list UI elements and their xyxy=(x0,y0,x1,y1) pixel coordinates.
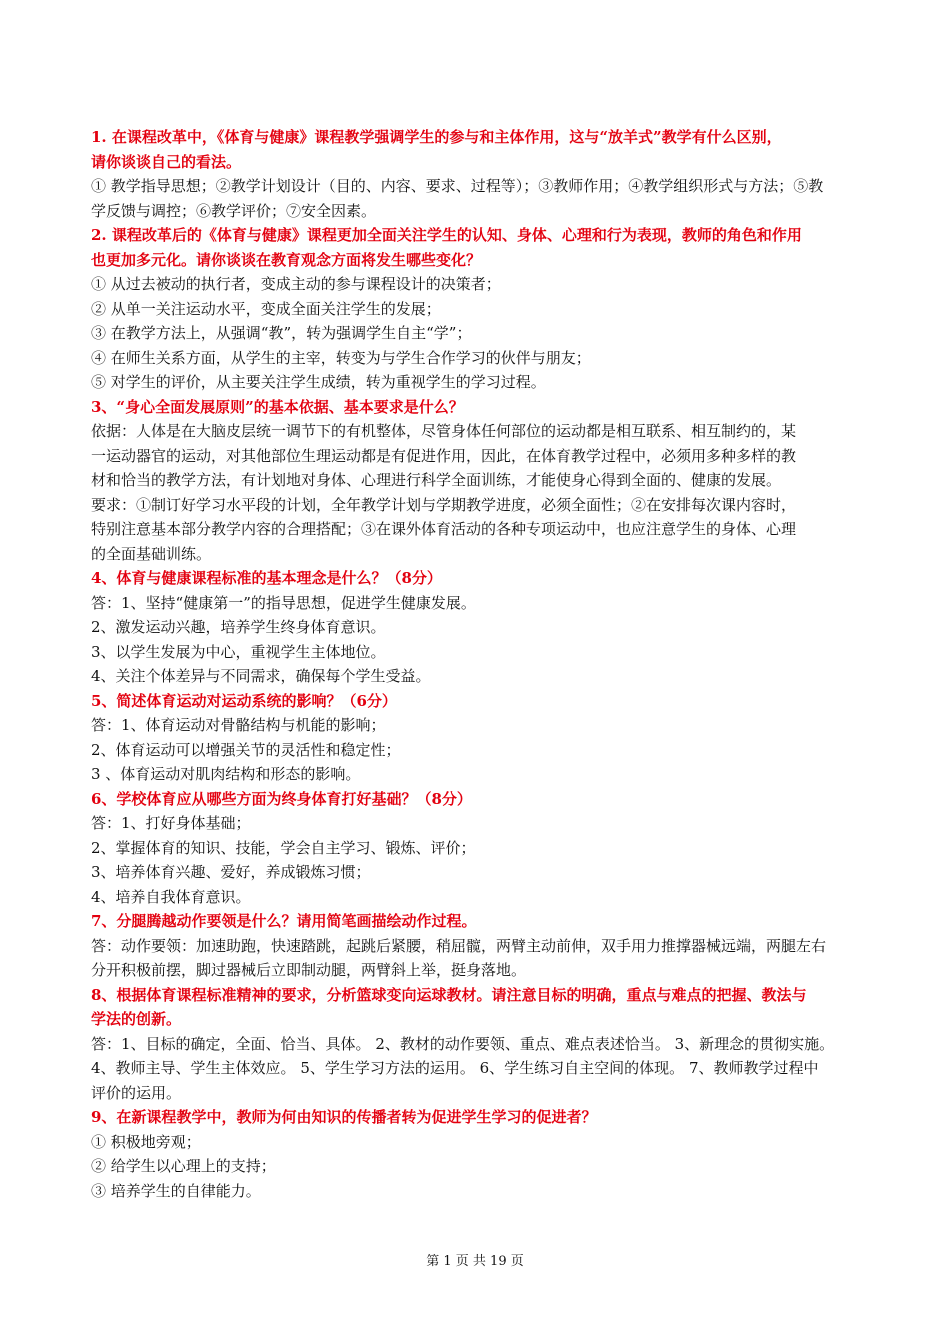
answer-line: 答：1、坚持“健康第一”的指导思想，促进学生健康发展。 xyxy=(91,593,476,612)
question-line: 5、简述体育运动对运动系统的影响？（6分） xyxy=(91,691,397,710)
question-line: 2. 课程改革后的《体育与健康》课程更加全面关注学生的认知、身体、心理和行为表现，教师的角色和作用 xyxy=(91,226,802,244)
answer-line: 学反馈与调控；⑥教学评价；⑦安全因素。 xyxy=(91,201,377,220)
answer-line: 的全面基础训练。 xyxy=(91,544,212,563)
answer-line: ① 教学指导思想；②教学计划设计（目的、内容、要求、过程等）；③教师作用；④教学组织形式与方法；⑤教 xyxy=(91,177,824,195)
answer-line: 2、激发运动兴趣，培养学生终身体育意识。 xyxy=(91,618,386,636)
answer-line: 依据：人体是在大脑皮层统一调节下的有机整体，尽管身体任何部位的运动都是相互联系、相互制约的，某 xyxy=(91,422,797,440)
page-footer: 第 1 页 共 19 页 xyxy=(426,1254,524,1269)
answer-line: ① 从过去被动的执行者，变成主动的参与课程设计的决策者； xyxy=(91,275,501,293)
question-line: 7、分腿腾越动作要领是什么？请用简笔画描绘动作过程。 xyxy=(91,912,477,930)
answer-line: 评价的运用。 xyxy=(91,1083,182,1102)
answer-line: ③ 培养学生的自律能力。 xyxy=(91,1181,261,1200)
answer-line: ② 从单一关注运动水平，变成全面关注学生的发展； xyxy=(91,299,441,318)
answer-line: 特别注意基本部分教学内容的合理搭配；③在课外体育活动的各种专项运动中，也应注意学生的身体、心理 xyxy=(91,520,797,538)
question-line: 1. 在课程改革中，《体育与健康》课程教学强调学生的参与和主体作用，这与“放羊式”教学有什么区别， xyxy=(91,128,782,146)
answer-line: 答：1、体育运动对骨骼结构与机能的影响； xyxy=(91,716,386,734)
answer-line: ⑤ 对学生的评价，从主要关注学生成绩，转为重视学生的学习过程。 xyxy=(91,373,546,391)
answer-line: 答：动作要领：加速助跑，快速踏跳，起跳后紧腰，稍屈髋，两臂主动前伸，双手用力推撑器械远端，两腿左右 xyxy=(91,936,827,955)
answer-line: ④ 在师生关系方面，从学生的主宰，转变为与学生合作学习的伙伴与朋友； xyxy=(91,348,591,367)
question-line: 学法的创新。 xyxy=(91,1010,182,1028)
answer-line: 分开积极前摆，脚过器械后立即制动腿，两臂斜上举，挺身落地。 xyxy=(91,961,527,979)
answer-line: 4、教师主导、学生主体效应。 5、学生学习方法的运用。 6、学生练习自主空间的体现。 7、教师教学过程中 xyxy=(91,1059,819,1077)
answer-line: 要求：①制订好学习水平段的计划，全年教学计划与学期教学进度，必须全面性；②在安排每次课内容时， xyxy=(91,495,797,514)
question-line: 也更加多元化。请你谈谈在教育观念方面将发生哪些变化？ xyxy=(91,250,482,269)
answer-line: 3、以学生发展为中心，重视学生主体地位。 xyxy=(91,642,386,661)
answer-line: ③ 在教学方法上，从强调“教”，转为强调学生自主“学”； xyxy=(91,324,472,342)
question-line: 请你谈谈自己的看法。 xyxy=(91,152,242,171)
answer-line: 答：1、目标的确定，全面、恰当、具体。 2、教材的动作要领、重点、难点表述恰当。 3、新理念的贯彻实施。 xyxy=(91,1034,835,1053)
answer-line: ① 积极地旁观； xyxy=(91,1132,201,1151)
answer-line: 2、掌握体育的知识、技能，学会自主学习、锻炼、评价； xyxy=(91,838,476,857)
answer-line: 3、培养体育兴趣、爱好，养成锻炼习惯； xyxy=(91,863,371,881)
document-body xyxy=(91,125,863,1203)
answer-line: ② 给学生以心理上的支持； xyxy=(91,1157,276,1175)
answer-line: 材和恰当的教学方法，有计划地对身体、心理进行科学全面训练，才能使身心得到全面的、健康的发展。 xyxy=(91,471,782,489)
answer-line: 答：1、打好身体基础； xyxy=(91,814,251,832)
question-line: 4、体育与健康课程标准的基本理念是什么？（8分） xyxy=(91,569,442,587)
question-line: 6、学校体育应从哪些方面为终身体育打好基础？（8分） xyxy=(91,789,472,808)
question-line: 9、在新课程教学中，教师为何由知识的传播者转为促进学生学习的促进者？ xyxy=(91,1108,597,1126)
answer-line: 4、培养自我体育意识。 xyxy=(91,887,251,906)
answer-line: 一运动器官的运动，对其他部位生理运动都是有促进作用，因此，在体育教学过程中，必须用多种多样的教 xyxy=(91,446,797,465)
question-line: 3、“身心全面发展原则”的基本依据、基本要求是什么？ xyxy=(91,397,464,416)
answer-line: 3 、体育运动对肌肉结构和形态的影响。 xyxy=(91,765,361,783)
answer-line: 4、关注个体差异与不同需求，确保每个学生受益。 xyxy=(91,667,431,685)
question-line: 8、根据体育课程标准精神的要求，分析篮球变向运球教材。请注意目标的明确，重点与难点的把握、教法与 xyxy=(91,985,807,1004)
answer-line: 2、体育运动可以增强关节的灵活性和稳定性； xyxy=(91,740,401,759)
